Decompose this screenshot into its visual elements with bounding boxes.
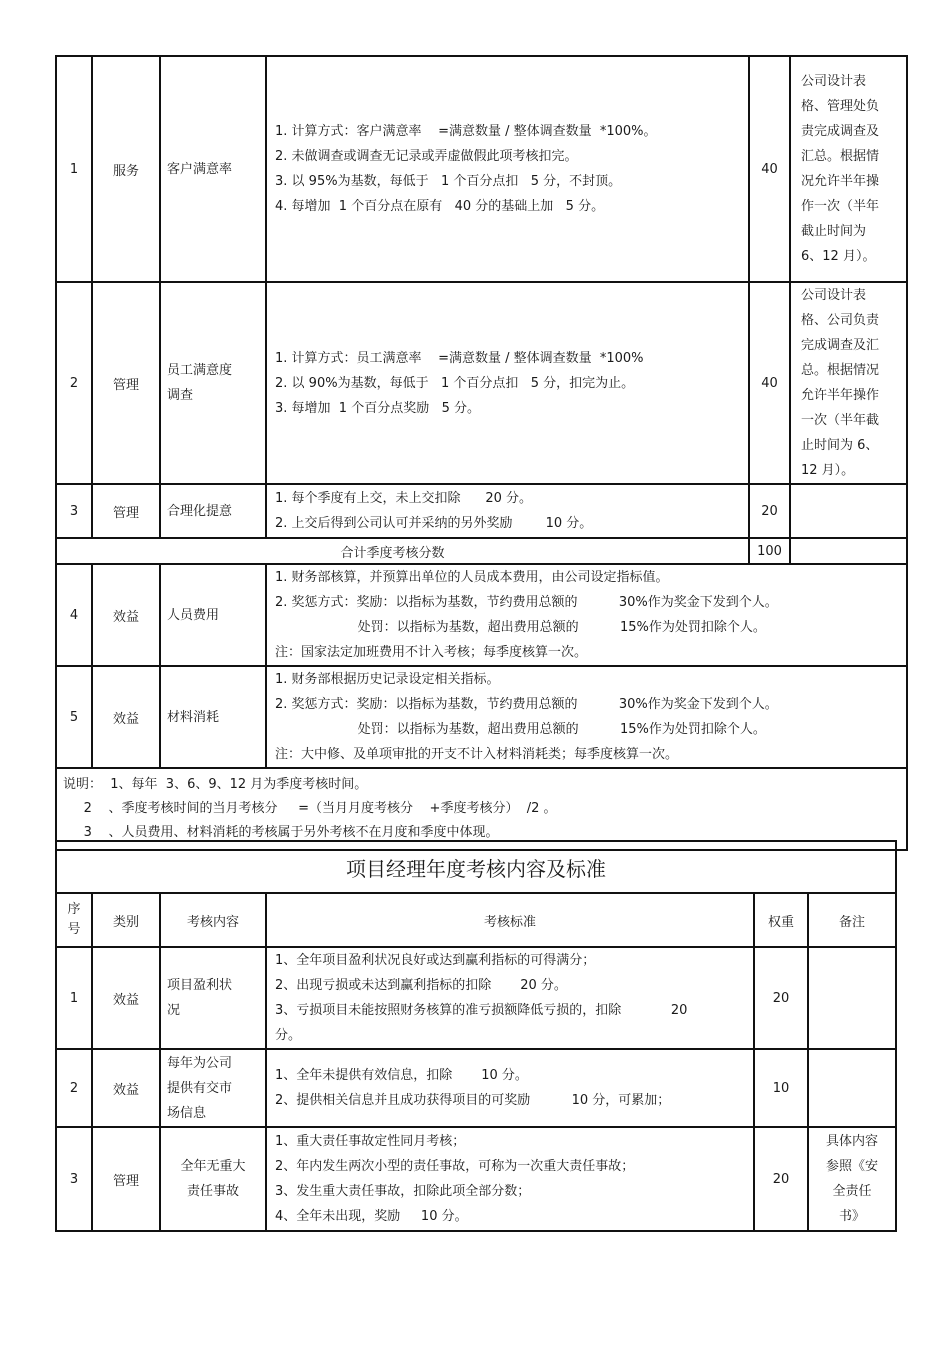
row-number: 5 — [56, 666, 92, 768]
table-row — [56, 564, 907, 666]
header-category: 类别 — [92, 893, 160, 947]
row-number: 4 — [56, 564, 92, 666]
table-row — [56, 56, 907, 282]
row-remark: 公司设计表 格、公司负责 完成调查及汇 总。根据情况 允许半年操作 一次（半年截 止时间为 6、 12 月）。 — [790, 282, 907, 484]
row-category: 服务 — [92, 56, 160, 282]
row-standard: 1、全年未提供有效信息，扣除 10 分。 2、提供相关信息并且成功获得项目的可奖励 10 分，可累加； — [266, 1049, 754, 1127]
row-number: 1 — [56, 947, 92, 1049]
row-number: 2 — [56, 282, 92, 484]
annual-title-row — [56, 841, 896, 893]
header-weight: 权重 — [754, 893, 808, 947]
row-category: 管理 — [92, 1127, 160, 1231]
row-standard: 1、全年项目盈利状况良好或达到赢利指标的可得满分； 2、出现亏损或未达到赢利指标的扣除 20 分。 3、亏损项目未能按照财务核算的准亏损额降低亏损的，扣除 20 分。 — [266, 947, 754, 1049]
row-item: 项目盈利状 况 — [160, 947, 266, 1049]
notes: 说明： 1、每年 3、6、9、12 月为季度考核时间。 2 、季度考核时间的当月考核分 =（当月月度考核分 +季度考核分） /2 。 3 、人员费用、材料消耗的考核属于另外考核不在月度和季度中体现。 — [56, 768, 907, 850]
row-weight: 20 — [754, 1127, 808, 1231]
table-row — [56, 666, 907, 768]
row-remark — [808, 947, 896, 1049]
header-row — [56, 893, 896, 947]
row-item: 材料消耗 — [160, 666, 266, 768]
table-row — [56, 1049, 896, 1127]
table-row — [56, 282, 907, 484]
row-item: 客户满意率 — [160, 56, 266, 282]
header-standard: 考核标准 — [266, 893, 754, 947]
row-item: 员工满意度 调查 — [160, 282, 266, 484]
header-no: 序 号 — [56, 893, 92, 947]
row-category: 管理 — [92, 484, 160, 538]
row-weight: 40 — [749, 282, 790, 484]
row-category: 管理 — [92, 282, 160, 484]
row-standard: 1. 每个季度有上交，未上交扣除 20 分。 2. 上交后得到公司认可并采纳的另外奖励 10 分。 — [266, 484, 749, 538]
row-standard: 1、重大责任事故定性同月考核； 2、年内发生两次小型的责任事故，可称为一次重大责任事故； 3、发生重大责任事故，扣除此项全部分数； 4、全年未出现，奖励 10 分。 — [266, 1127, 754, 1231]
quarterly-assessment-table — [55, 55, 908, 851]
row-remark: 公司设计表 格、管理处负 责完成调查及 汇总。根据情 况允许半年操 作一次（半年 截止时间为 6、12 月）。 — [790, 56, 907, 282]
row-number: 1 — [56, 56, 92, 282]
row-item: 人员费用 — [160, 564, 266, 666]
row-remark — [808, 1049, 896, 1127]
row-weight: 20 — [749, 484, 790, 538]
row-weight: 40 — [749, 56, 790, 282]
row-category: 效益 — [92, 666, 160, 768]
total-row — [56, 538, 907, 564]
row-item: 合理化提意 — [160, 484, 266, 538]
page-title: 项目经理年度考核内容及标准 — [56, 841, 896, 893]
annual-assessment-table — [55, 840, 897, 1232]
row-number: 3 — [56, 484, 92, 538]
notes-row — [56, 768, 907, 850]
table-row — [56, 484, 907, 538]
total-value: 100 — [749, 538, 790, 564]
header-remark: 备注 — [808, 893, 896, 947]
row-item: 全年无重大 责任事故 — [160, 1127, 266, 1231]
row-remark — [790, 484, 907, 538]
row-standard: 1. 财务部根据历史记录设定相关指标。 2. 奖惩方式：奖励：以指标为基数，节约费用总额的 30%作为奖金下发到个人。 处罚：以指标为基数，超出费用总额的 15%作为处罚扣除个人。 注：大中修、及单项审批的开支不计入材料消耗类；每季度核算一次。 — [266, 666, 907, 768]
row-remark: 具体内容 参照《安 全责任 书》 — [808, 1127, 896, 1231]
row-item: 每年为公司 提供有交市 场信息 — [160, 1049, 266, 1127]
row-weight: 10 — [754, 1049, 808, 1127]
total-remark — [790, 538, 907, 564]
header-item: 考核内容 — [160, 893, 266, 947]
row-standard: 1. 计算方式：客户满意率 =满意数量 / 整体调查数量 *100%。 2. 未做调查或调查无记录或弄虚做假此项考核扣完。 3. 以 95%为基数，每低于 1 个百分点扣 5 分，不封顶。 4. 每增加 1 个百分点在原有 40 分的基础上加 5 分。 — [266, 56, 749, 282]
row-number: 3 — [56, 1127, 92, 1231]
table-row — [56, 1127, 896, 1231]
total-label: 合计季度考核分数 — [56, 538, 749, 564]
row-weight: 20 — [754, 947, 808, 1049]
row-category: 效益 — [92, 1049, 160, 1127]
row-category: 效益 — [92, 947, 160, 1049]
row-number: 2 — [56, 1049, 92, 1127]
row-standard: 1. 财务部核算，并预算出单位的人员成本费用，由公司设定指标值。 2. 奖惩方式：奖励：以指标为基数，节约费用总额的 30%作为奖金下发到个人。 处罚：以指标为基数，超出费用总额的 15%作为处罚扣除个人。 注：国家法定加班费用不计入考核；每季度核算一次。 — [266, 564, 907, 666]
table-row — [56, 947, 896, 1049]
row-category: 效益 — [92, 564, 160, 666]
row-standard: 1. 计算方式：员工满意率 =满意数量 / 整体调查数量 *100% 2. 以 90%为基数，每低于 1 个百分点扣 5 分，扣完为止。 3. 每增加 1 个百分点奖励 5 分。 — [266, 282, 749, 484]
